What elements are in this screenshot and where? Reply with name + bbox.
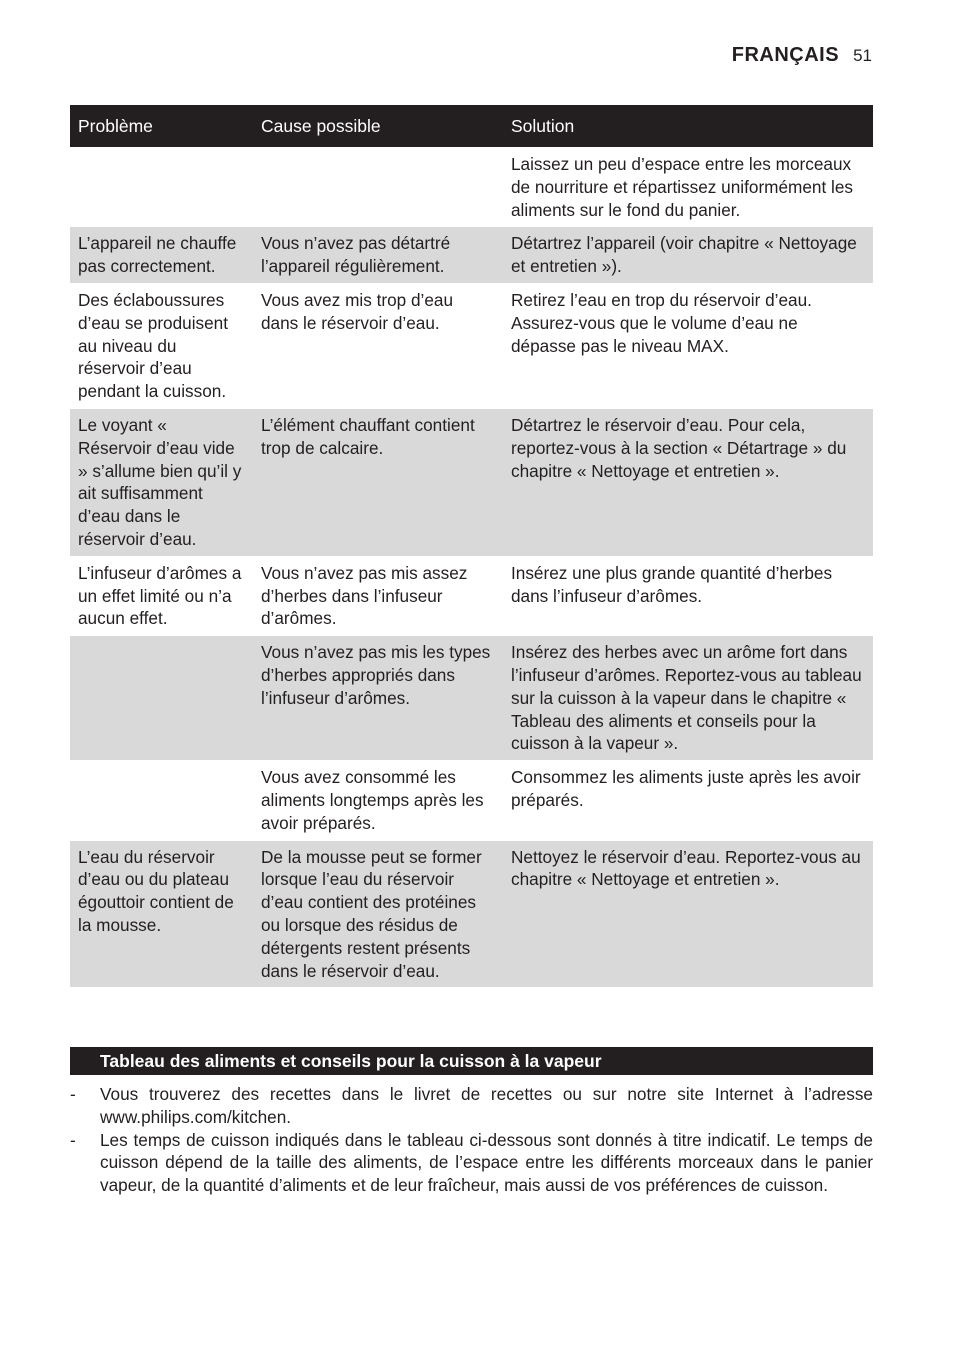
troubleshooting-table xyxy=(70,105,873,987)
cause-cell: Vous n’avez pas détartré l’appareil régulièrement. xyxy=(253,227,503,284)
problem-cell: Des éclaboussures d’eau se produisent au niveau du réservoir d’eau pendant la cuisson. xyxy=(70,283,253,408)
problem-cell xyxy=(70,636,253,761)
solution-cell: Insérez des herbes avec un arôme fort dans l’infuseur d’arômes. Reportez-vous au tableau sur la cuisson à la vapeur dans le chapitre « Tableau des aliments et conseils pour la cuisson à la vapeur ». xyxy=(503,636,873,761)
language-label: FRANÇAIS xyxy=(731,44,840,66)
list-item xyxy=(70,1083,873,1129)
list-item-text: Vous trouverez des recettes dans le livret de recettes ou sur notre site Internet à l’adresse www.philips.com/kitchen. xyxy=(100,1084,873,1127)
table-row xyxy=(70,636,873,761)
column-header-cause: Cause possible xyxy=(253,105,503,148)
cause-cell xyxy=(253,148,503,227)
cause-cell: Vous avez mis trop d’eau dans le réservoir d’eau. xyxy=(253,283,503,408)
solution-cell: Consommez les aliments juste après les avoir préparés. xyxy=(503,761,873,840)
problem-cell: L’eau du réservoir d’eau ou du plateau égouttoir contient de la mousse. xyxy=(70,840,253,987)
page-header xyxy=(732,44,872,67)
list-item-text: Les temps de cuisson indiqués dans le tableau ci-dessous sont donnés à titre indicatif. Le temps de cuisson dépend de la taille des aliments, de l’espace entre les différents morceaux dans le panier vapeur, de la quantité d’aliments et de leur fraîcheur, mais aussi de vos préférences de cuisson. xyxy=(100,1129,873,1196)
table-row xyxy=(70,761,873,840)
table-row xyxy=(70,408,873,556)
table-row xyxy=(70,283,873,408)
solution-cell: Laissez un peu d’espace entre les morceaux de nourriture et répartissez uniformément les aliments sur le fond du panier. xyxy=(503,148,873,227)
cause-cell: Vous avez consommé les aliments longtemps après les avoir préparés. xyxy=(253,761,503,840)
table-row xyxy=(70,840,873,987)
dash-bullet: - xyxy=(70,1084,76,1104)
table-row xyxy=(70,227,873,284)
notes-list xyxy=(70,1083,873,1197)
table-row xyxy=(70,556,873,635)
problem-cell xyxy=(70,761,253,840)
solution-cell: Détartrez l’appareil (voir chapitre « Nettoyage et entretien »). xyxy=(503,227,873,284)
solution-cell: Insérez une plus grande quantité d’herbes dans l’infuseur d’arômes. xyxy=(503,556,873,635)
cause-cell: L’élément chauffant contient trop de calcaire. xyxy=(253,408,503,556)
problem-cell: L’infuseur d’arômes a un effet limité ou n’a aucun effet. xyxy=(70,556,253,635)
cause-cell: Vous n’avez pas mis les types d’herbes appropriés dans l’infuseur d’arômes. xyxy=(253,636,503,761)
solution-cell: Détartrez le réservoir d’eau. Pour cela, reportez-vous à la section « Détartrage » du chapitre « Nettoyage et entretien ». xyxy=(503,408,873,556)
problem-cell xyxy=(70,148,253,227)
section-heading: Tableau des aliments et conseils pour la cuisson à la vapeur xyxy=(70,1047,873,1075)
page-number: 51 xyxy=(853,46,872,65)
column-header-solution: Solution xyxy=(503,105,873,148)
problem-cell: Le voyant « Réservoir d’eau vide » s’allume bien qu’il y ait suffisamment d’eau dans le réservoir d’eau. xyxy=(70,408,253,556)
solution-cell: Nettoyez le réservoir d’eau. Reportez-vous au chapitre « Nettoyage et entretien ». xyxy=(503,840,873,987)
table-header-row xyxy=(70,105,873,148)
problem-cell: L’appareil ne chauffe pas correctement. xyxy=(70,227,253,284)
column-header-problem: Problème xyxy=(70,105,253,148)
list-item xyxy=(70,1129,873,1197)
cause-cell: Vous n’avez pas mis assez d’herbes dans l’infuseur d’arômes. xyxy=(253,556,503,635)
cause-cell: De la mousse peut se former lorsque l’eau du réservoir d’eau contient des protéines ou lorsque des résidus de détergents restent présents dans le réservoir d’eau. xyxy=(253,840,503,987)
solution-cell: Retirez l’eau en trop du réservoir d’eau. Assurez-vous que le volume d’eau ne dépasse pas le niveau MAX. xyxy=(503,283,873,408)
table-row xyxy=(70,148,873,227)
dash-bullet: - xyxy=(70,1129,76,1150)
